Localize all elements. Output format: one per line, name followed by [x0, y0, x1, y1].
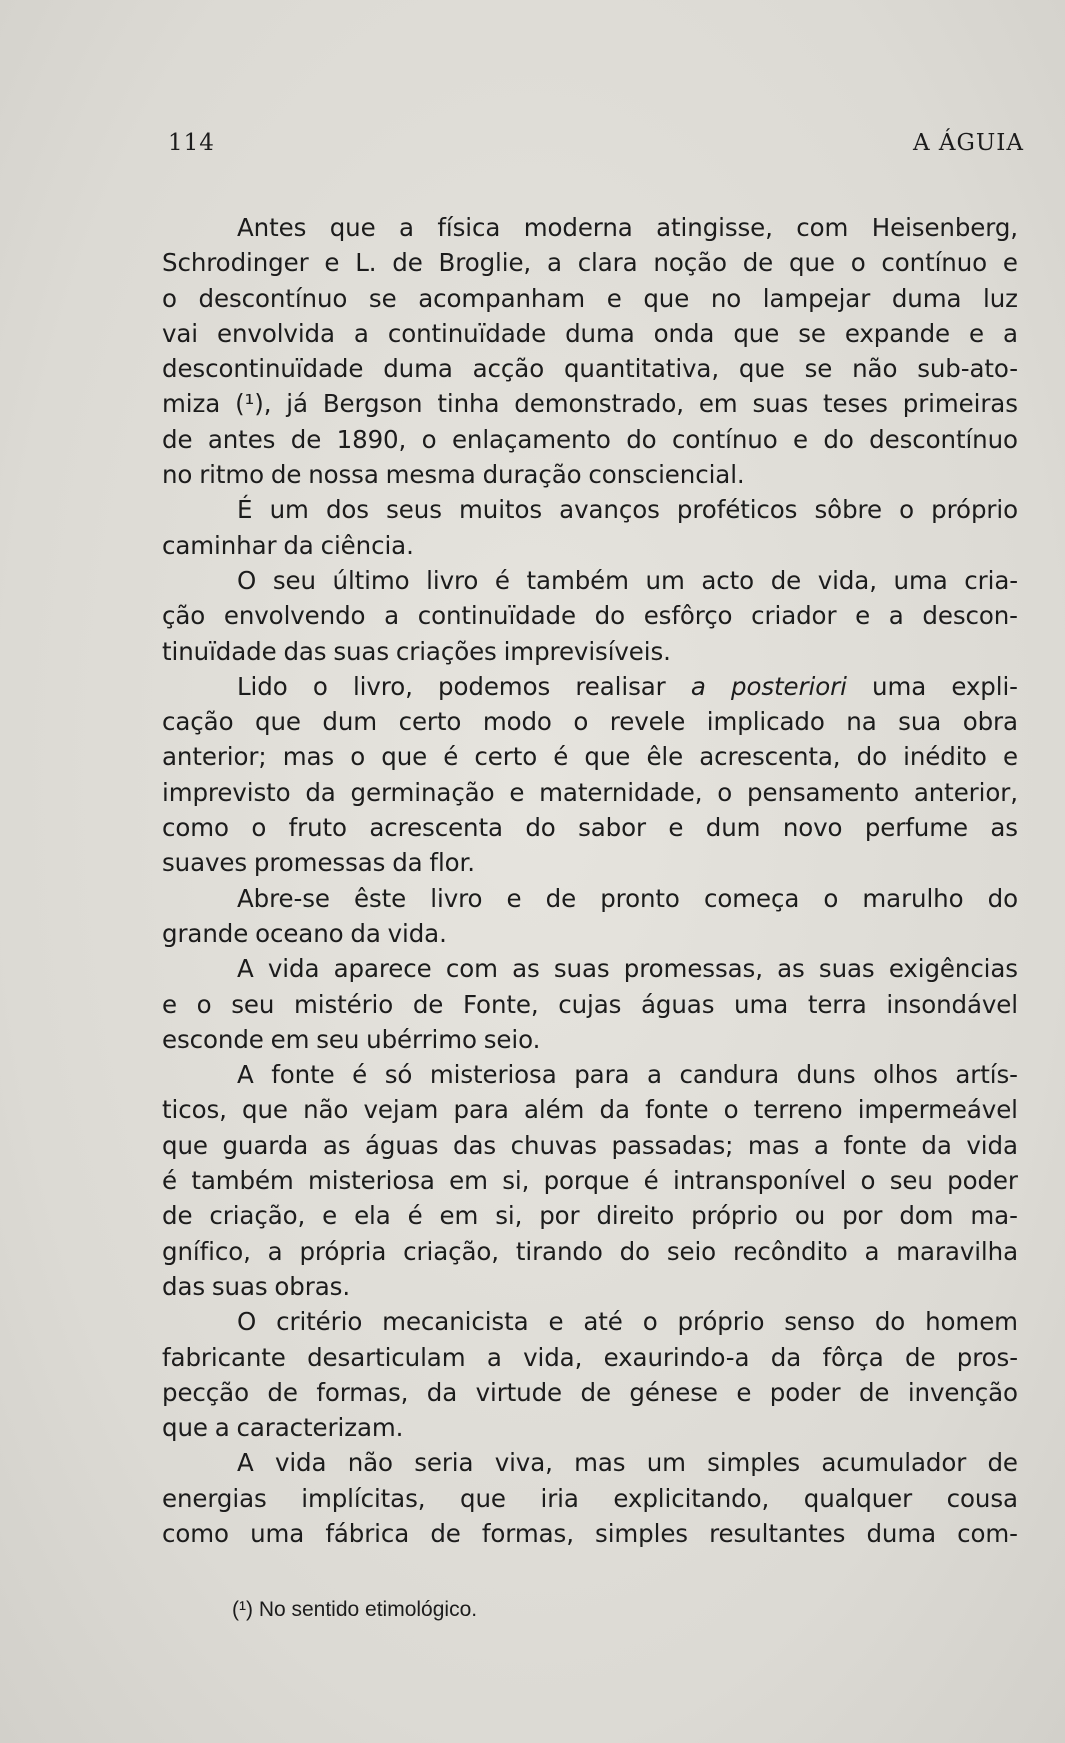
text-line: o descontínuo se acompanham e que no lampejar duma luz	[162, 283, 1018, 313]
text-line: como o fruto acrescenta do sabor e dum novo perfume as	[162, 813, 1018, 843]
text-line: grande oceano da vida.	[162, 918, 447, 948]
text-line: no ritmo de nossa mesma duração consciencial.	[162, 460, 745, 490]
text-line: de criação, e ela é em si, por direito próprio ou por dom ma-	[162, 1201, 1018, 1231]
text-line: descontinuïdade duma acção quantitativa, que se não sub-ato-	[162, 354, 1018, 384]
text-line: cação que dum certo modo o revele implicado na sua obra	[162, 707, 1018, 737]
text-line: miza (¹), já Bergson tinha demonstrado, em suas teses primeiras	[162, 389, 1018, 419]
text-line: que a caracterizam.	[162, 1413, 404, 1443]
text-line: imprevisto da germinação e maternidade, o pensamento anterior,	[162, 777, 1018, 807]
text-line: O seu último livro é também um acto de vida, uma cria-	[237, 565, 1018, 595]
text-line: A vida não seria viva, mas um simples acumulador de	[237, 1448, 1018, 1478]
text-line: que guarda as águas das chuvas passadas; mas a fonte da vida	[162, 1130, 1018, 1160]
text-line: é também misteriosa em si, porque é intransponível o seu poder	[162, 1166, 1018, 1196]
text-line: e o seu mistério de Fonte, cujas águas uma terra insondável	[162, 989, 1018, 1019]
text-line: como uma fábrica de formas, simples resultantes duma com-	[162, 1518, 1018, 1548]
text-line: ção envolvendo a continuïdade do esfôrço criador e a descon-	[162, 601, 1018, 631]
page-header	[168, 130, 1024, 170]
text-line: gnífico, a própria criação, tirando do seio recôndito a maravilha	[162, 1236, 1018, 1266]
text-line: O critério mecanicista e até o próprio senso do homem	[237, 1307, 1018, 1337]
text-line: caminhar da ciência.	[162, 530, 414, 560]
text-line: vai envolvida a continuïdade duma onda que se expande e a	[162, 318, 1018, 348]
text-line: É um dos seus muitos avanços proféticos sôbre o próprio	[237, 495, 1018, 525]
footnote: (¹) No sentido etimológico.	[232, 1598, 478, 1621]
body-text	[162, 210, 1018, 1551]
text-line: tinuïdade das suas criações imprevisíveis.	[162, 636, 671, 666]
text-line: pecção de formas, da virtude de génese e poder de invenção	[162, 1377, 1018, 1407]
text-line: das suas obras.	[162, 1271, 351, 1301]
text-line: Lido o livro, podemos realisar a posteriori uma expli-	[237, 671, 1018, 701]
text-line: A vida aparece com as suas promessas, as suas exigências	[237, 954, 1018, 984]
text-line: Abre-se êste livro e de pronto começa o marulho do	[237, 883, 1018, 913]
text-line: ticos, que não vejam para além da fonte o terreno impermeável	[162, 1095, 1018, 1125]
text-line: A fonte é só misteriosa para a candura duns olhos artís-	[237, 1060, 1018, 1090]
page-number: 114	[168, 130, 215, 156]
text-line: anterior; mas o que é certo é que êle acrescenta, do inédito e	[162, 742, 1018, 772]
text-line: Antes que a física moderna atingisse, com Heisenberg,	[237, 213, 1018, 242]
text-line: fabricante desarticulam a vida, exaurindo-a da fôrça de pros-	[162, 1342, 1018, 1372]
text-line: de antes de 1890, o enlaçamento do contínuo e do descontínuo	[162, 424, 1018, 454]
text-line: energias implícitas, que iria explicitando, qualquer cousa	[162, 1483, 1018, 1513]
text-line: Schrodinger e L. de Broglie, a clara noção de que o contínuo e	[162, 248, 1018, 278]
text-line: suaves promessas da flor.	[162, 848, 475, 878]
text-line: esconde em seu ubérrimo seio.	[162, 1024, 541, 1054]
running-title: A ÁGUIA	[913, 130, 1024, 156]
